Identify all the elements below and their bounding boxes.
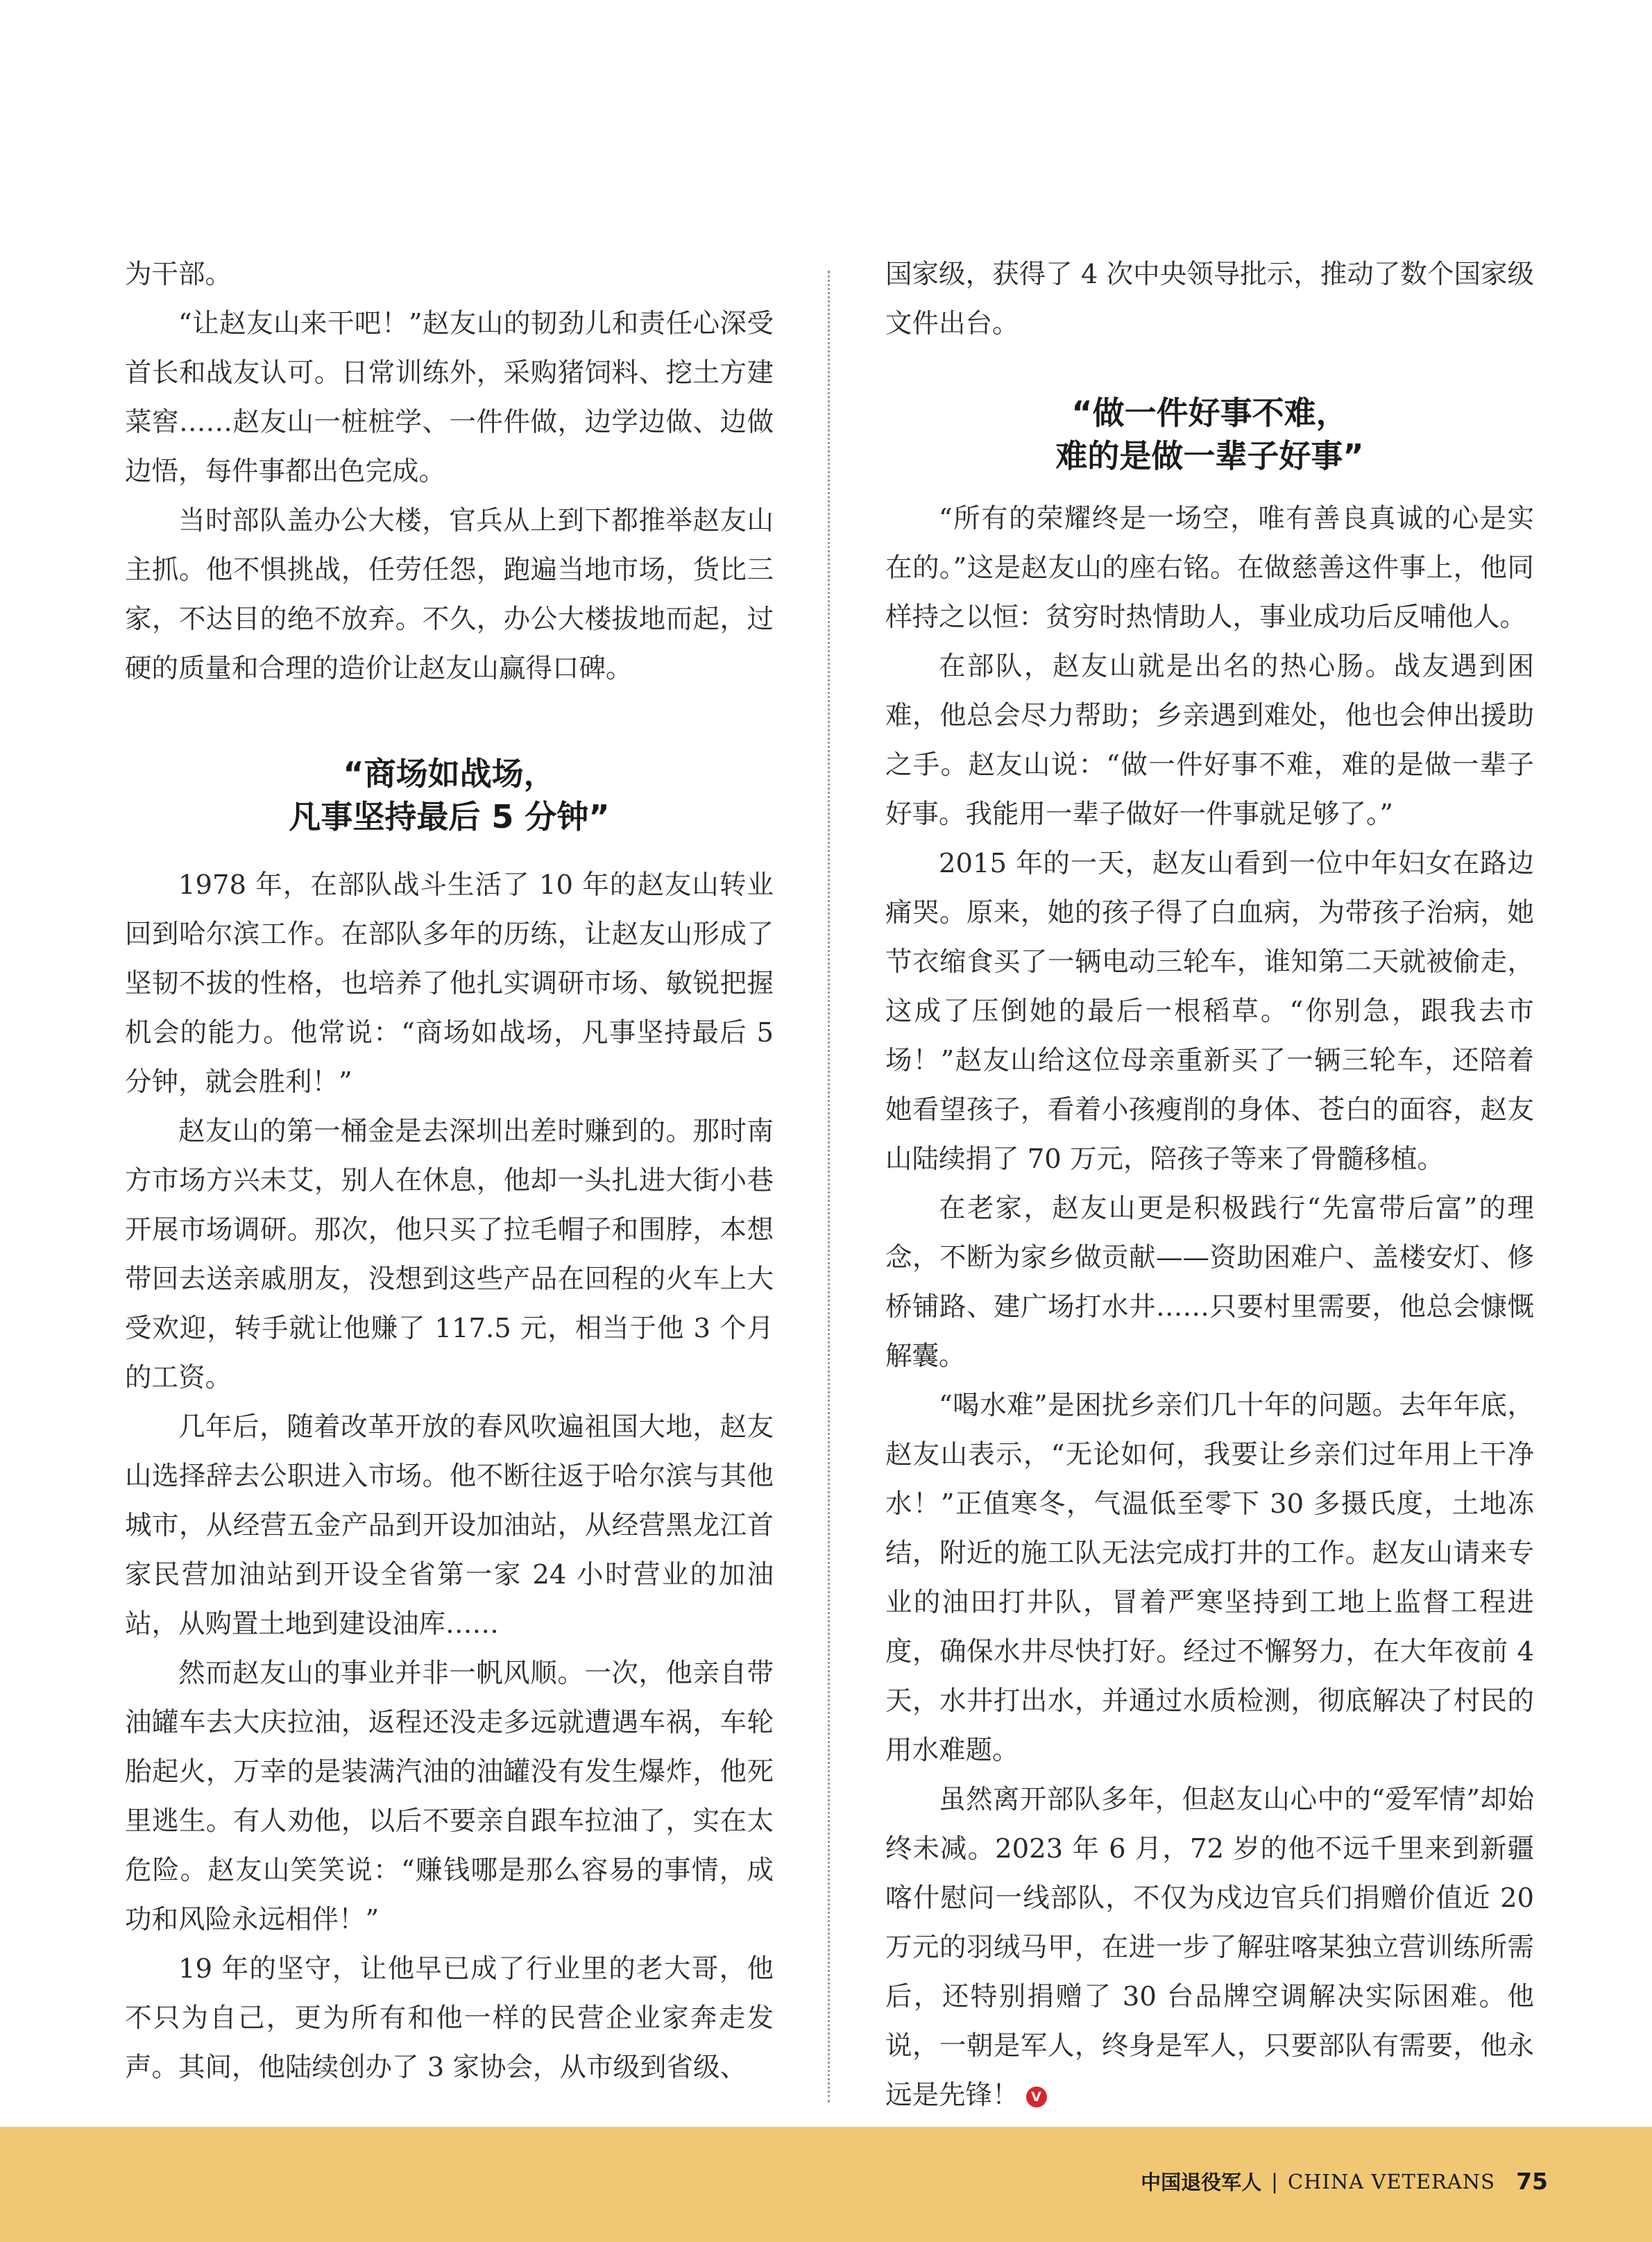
right-bottom-paragraphs (885, 494, 1534, 1775)
paragraph: 2015 年的一天，赵友山看到一位中年妇女在路边痛哭。原来，她的孩子得了白血病，为带孩子治病，她节衣缩食买了一辆电动三轮车，谁知第二天就被偷走，这成了压倒她的最后一根稻草。“你别急，跟我去市场！”赵友山给这位母亲重新买了一辆三轮车，还陪着她看望孩子，看着小孩瘦削的身体、苍白的面容，赵友山陆续捐了 70 万元，陪孩子等来了骨髓移植。 (885, 848, 1534, 1175)
paragraph: “喝水难”是困扰乡亲们几十年的问题。去年年底，赵友山表示，“无论如何，我要让乡亲们过年用上干净水！”正值寒冬，气温低至零下 30 多摄氏度，土地冻结，附近的施工队无法完成打井的工作。赵友山请来专业的油田打井队，冒着严寒坚持到工地上监督工程进度，确保水井尽快打好。经过不懈努力，在大年夜前 4 天，水井打出水，并通过水质检测，彻底解决了村民的用水难题。 (885, 1390, 1534, 1766)
paragraph: 当时部队盖办公大楼，官兵从上到下都推举赵友山主抓。他不惧挑战，任劳任怨，跑遍当地市场，货比三家，不达目的绝不放弃。不久，办公大楼拔地而起，过硬的质量和合理的造价让赵友山赢得口碑。 (125, 505, 774, 684)
end-mark-icon: V (1026, 2087, 1047, 2107)
magazine-name-cn: 中国退役军人 (1141, 2171, 1262, 2194)
paragraph: 然而赵友山的事业并非一帆风顺。一次，他亲自带油罐车去大庆拉油，返程还没走多远就遭遇车祸，车轮胎起火，万幸的是装满汽油的油罐没有发生爆炸，他死里逃生。有人劝他，以后不要亲自跟车拉油了，实在太危险。赵友山笑笑说：“赚钱哪是那么容易的事情，成功和风险永远相伴！” (125, 1658, 774, 1935)
heading-line-1: “做一件好事不难， (1071, 394, 1348, 432)
column-divider (828, 271, 830, 2103)
left-column (125, 250, 774, 2092)
paragraph: 在老家，赵友山更是积极践行“先富带后富”的理念，不断为家乡做贡献——资助困难户、盖楼安灯、修桥铺路、建广场打水井……只要村里需要，他总会慷慨解囊。 (885, 1193, 1534, 1372)
paragraph: 国家级，获得了 4 次中央领导批示，推动了数个国家级文件出台。 (885, 259, 1534, 339)
paragraph: 1978 年，在部队战斗生活了 10 年的赵友山转业回到哈尔滨工作。在部队多年的历练，让赵友山形成了坚韧不拔的性格，也培养了他扎实调研市场、敏锐把握机会的能力。他常说：“商场如战场，凡事坚持最后 5 分钟，就会胜利！” (125, 869, 774, 1098)
page-number: 75 (1516, 2168, 1548, 2195)
paragraph: 19 年的坚守，让他早已成了行业里的老大哥，他不只为自己，更为所有和他一样的民营企业家奔走发声。其间，他陆续创办了 3 家协会，从市级到省级、 (125, 1953, 774, 2083)
footer-masthead (1141, 2167, 1548, 2196)
left-top-paragraphs (125, 250, 774, 693)
heading-line-1: “商场如战场， (343, 755, 556, 792)
magazine-name-en: CHINA VETERANS (1287, 2169, 1496, 2193)
paragraph: 赵友山的第一桶金是去深圳出差时赚到的。那时南方市场方兴未艾，别人在休息，他却一头扎进大街小巷开展市场调研。那次，他只买了拉毛帽子和围脖，本想带回去送亲戚朋友，没想到这些产品在回程的火车上大受欢迎，转手就让他赚了 117.5 元，相当于他 3 个月的工资。 (125, 1116, 774, 1393)
section-heading-right (885, 348, 1534, 494)
left-bottom-paragraphs (125, 860, 774, 2092)
closing-paragraph (885, 1775, 1534, 2120)
closing-paragraph-text: 虽然离开部队多年，但赵友山心中的“爱军情”却始终未减。2023 年 6 月，72 岁的他不远千里来到新疆喀什慰问一线部队，不仅为戍边官兵们捐赠价值近 20 万元的羽绒马甲，在进一步了解驻喀某独立营训练所需后，还特别捐赠了 30 台品牌空调解决实际困难。他说，一朝是军人，终身是军人，只要部队有需要，他永远是先锋！ (885, 1784, 1534, 2111)
right-top-paragraphs (885, 250, 1534, 348)
heading-line-2: 凡事坚持最后 5 分钟” (289, 798, 610, 835)
paragraph: 为干部。 (125, 259, 232, 290)
heading-line-2: 难的是做一辈子好事” (1055, 437, 1364, 475)
paragraph: 几年后，随着改革开放的春风吹遍祖国大地，赵友山选择辞去公职进入市场。他不断往返于哈尔滨与其他城市，从经营五金产品到开设加油站，从经营黑龙江首家民营加油站到开设全省第一家 24 小时营业的加油站，从购置土地到建设油库…… (125, 1411, 774, 1640)
paragraph: 在部队，赵友山就是出名的热心肠。战友遇到困难，他总会尽力帮助；乡亲遇到难处，他也会伸出援助之手。赵友山说：“做一件好事不难，难的是做一辈子好事。我能用一辈子做好一件事就足够了。” (885, 651, 1534, 830)
right-column (885, 250, 1534, 2120)
section-heading-left (125, 693, 774, 860)
page-footer (0, 2127, 1652, 2242)
paragraph: “让赵友山来干吧！”赵友山的韧劲儿和责任心深受首长和战友认可。日常训练外，采购猪饲料、挖土方建菜窖……赵友山一桩桩学、一件件做，边学边做、边做边悟，每件事都出色完成。 (125, 308, 774, 487)
paragraph: “所有的荣耀终是一场空，唯有善良真诚的心是实在的。”这是赵友山的座右铭。在做慈善这件事上，他同样持之以恒：贫穷时热情助人，事业成功后反哺他人。 (885, 503, 1534, 633)
masthead-separator: | (1271, 2169, 1278, 2193)
